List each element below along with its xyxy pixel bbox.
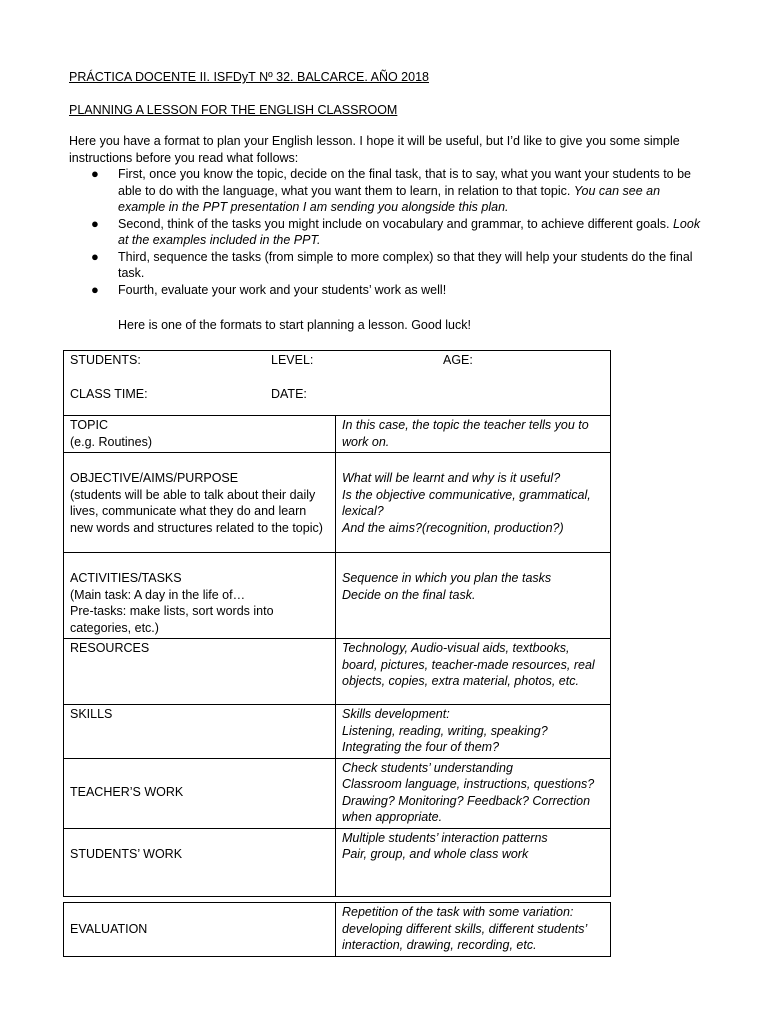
evaluation-label: EVALUATION <box>64 903 336 957</box>
table-row <box>64 828 611 896</box>
skills-description: Skills development: Listening, reading, writing, speaking? Integrating the four of them? <box>336 705 611 759</box>
instruction-list <box>91 166 708 298</box>
table-row <box>64 553 611 639</box>
list-item: ● Fourth, evaluate your work and your students’ work as well! <box>91 281 447 297</box>
evaluation-table <box>63 902 611 957</box>
intro-paragraph: Here you have a format to plan your English lesson. I hope it will be useful, but I’d like to give you some simple instructions before you read what follows: <box>69 134 680 165</box>
lesson-plan-table <box>63 350 611 897</box>
teachers-work-description: Check students’ understanding Classroom language, instructions, questions? Drawing? Monitoring? Feedback? Correction when appropriate. <box>336 758 611 828</box>
closing-line: Here is one of the formats to start planning a lesson. Good luck! <box>118 318 471 332</box>
students-work-description: Multiple students’ interaction patterns Pair, group, and whole class work <box>336 828 611 896</box>
resources-description: Technology, Audio-visual aids, textbooks, board, pictures, teacher-made resources, real objects, copies, extra material, photos, etc. <box>336 639 611 705</box>
bullet-icon: ● <box>91 166 99 181</box>
skills-label: SKILLS <box>64 705 336 759</box>
date-field: DATE: <box>271 387 307 401</box>
resources-label: RESOURCES <box>64 639 336 705</box>
table-row <box>64 705 611 759</box>
topic-label: TOPIC (e.g. Routines) <box>64 416 336 453</box>
document-subtitle: PLANNING A LESSON FOR THE ENGLISH CLASSROOM <box>69 103 398 117</box>
list-item: ● Second, think of the tasks you might include on vocabulary and grammar, to achieve different goals. Look at the examples included in the PPT. <box>91 215 701 247</box>
objective-description: What will be learnt and why is it useful? Is the objective communicative, grammatical, lexical? And the aims?(recognition, production?) <box>336 453 611 553</box>
bullet-icon: ● <box>91 215 99 231</box>
activities-description: Sequence in which you plan the tasks Decide on the final task. <box>336 553 611 639</box>
bullet-icon: ● <box>91 248 99 264</box>
topic-description: In this case, the topic the teacher tells you to work on. <box>336 416 611 453</box>
list-item: ● First, once you know the topic, decide on the final task, that is to say, what you want your students to be able to do with the language, what you want them to learn, in relation to that topic. You can see an example in the PPT presentation I am sending you alongside this plan. <box>91 166 691 214</box>
objective-label: OBJECTIVE/AIMS/PURPOSE (students will be able to talk about their daily lives, communicate what they do and learn new words and structures related to the topic) <box>64 453 336 553</box>
document-title: PRÁCTICA DOCENTE II. ISFDyT Nº 32. BALCARCE. AÑO 2018 <box>69 70 429 84</box>
students-field: STUDENTS: <box>70 353 141 367</box>
table-row <box>64 453 611 553</box>
students-work-label: STUDENTS’ WORK <box>64 828 336 896</box>
table-row <box>64 903 611 957</box>
table-row <box>64 351 611 416</box>
table-row <box>64 639 611 705</box>
bullet-icon: ● <box>91 281 99 297</box>
class-time-field: CLASS TIME: <box>70 387 148 401</box>
table-row <box>64 758 611 828</box>
age-field: AGE: <box>443 353 473 367</box>
activities-label: ACTIVITIES/TASKS (Main task: A day in the life of… Pre-tasks: make lists, sort words into categories, etc.) <box>64 553 336 639</box>
header-box <box>64 351 611 416</box>
level-field: LEVEL: <box>271 353 314 367</box>
teachers-work-label: TEACHER’S WORK <box>64 758 336 828</box>
table-row <box>64 416 611 453</box>
evaluation-description: Repetition of the task with some variation: developing different skills, different students’ interaction, drawing, recording, etc. <box>336 903 611 957</box>
list-item: ● Third, sequence the tasks (from simple to more complex) so that they will help your students do the final task. <box>91 248 693 280</box>
